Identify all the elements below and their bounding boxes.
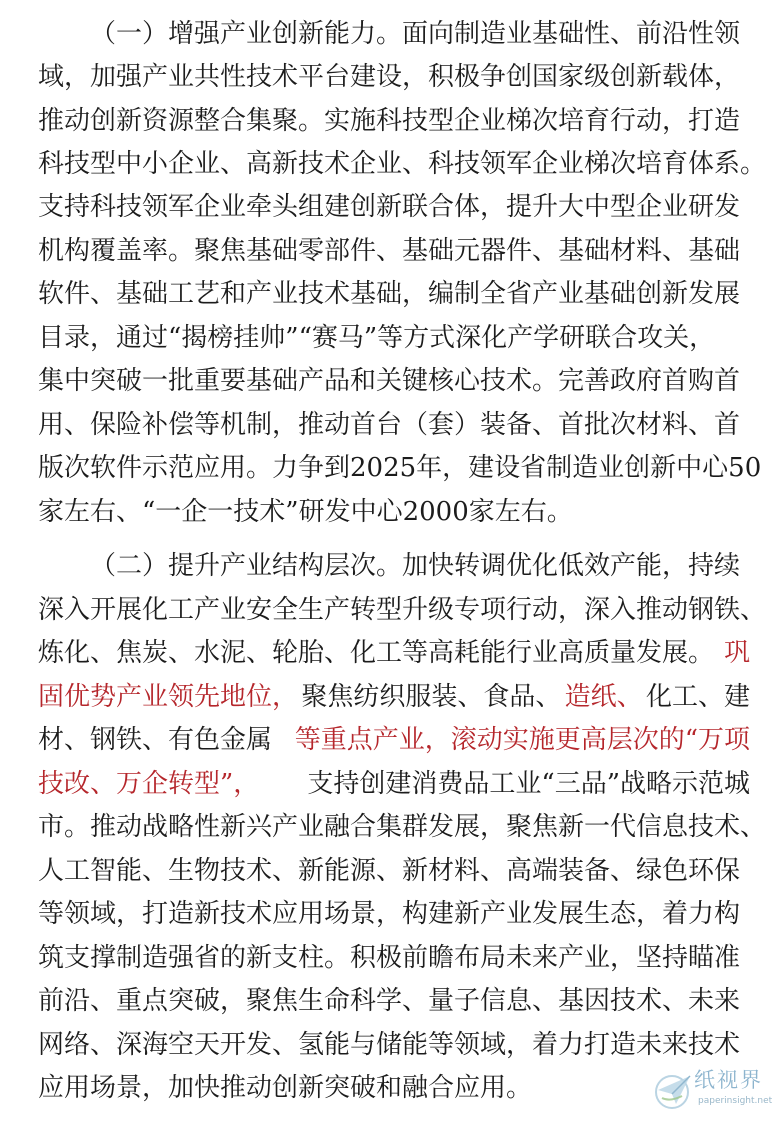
- text-line: 前沿、重点突破，聚焦生命科学、量子信息、基因技术、未来: [38, 986, 741, 1016]
- paragraph-1-line-2: [38, 57, 750, 97]
- text-segment: 支持创建消费品工业“三品”战略示范城: [307, 769, 750, 799]
- highlighted-text: 巩: [723, 638, 750, 668]
- paragraph-1-line-11: [38, 448, 762, 488]
- text-segment: 材、钢铁、有色金属: [38, 725, 273, 755]
- text-line: 版次软件示范应用。力争到2025年，建设省制造业创新中心50: [38, 453, 762, 483]
- text-line: 网络、深海空天开发、氢能与储能等领域，着力打造未来技术: [38, 1030, 741, 1060]
- paragraph-1-line-4: [38, 144, 767, 184]
- watermark: [652, 1062, 772, 1118]
- text-line: 用、保险补偿等机制，推动首台（套）装备、首批次材料、首: [38, 410, 741, 440]
- text-segment: 炼化、焦炭、水泥、轮胎、化工等高耗能行业高质量发展。: [38, 638, 715, 668]
- text-line: （二）提升产业结构层次。加快转调优化低效产能，持续: [90, 551, 741, 581]
- text-line: 机构覆盖率。聚焦基础零部件、基础元器件、基础材料、基础: [38, 236, 741, 266]
- paragraph-1-line-12: [38, 492, 750, 532]
- paragraph-2-line-6: [38, 764, 750, 804]
- watermark-name: 纸视界: [694, 1068, 763, 1092]
- text-line: 科技型中小企业、高新技术企业、科技领军企业梯次培育体系。: [38, 149, 767, 179]
- text-line: 域，加强产业共性技术平台建设，积极争创国家级创新载体，: [38, 62, 741, 92]
- paragraph-2-line-9: [38, 894, 750, 934]
- text-segment: 化工、建: [645, 682, 750, 712]
- text-line: 市。推动战略性新兴产业融合集群发展，聚焦新一代信息技术、: [38, 812, 767, 842]
- paragraph-1-line-10: [38, 405, 750, 445]
- paper-plane-logo-icon: [652, 1068, 696, 1112]
- paragraph-1-line-5: [38, 187, 750, 227]
- paragraph-2-line-2: [38, 590, 767, 630]
- paragraph-2-line-3: [38, 633, 750, 673]
- paragraph-2-line-5: [38, 720, 750, 760]
- paragraph-1-line-7: [38, 274, 750, 314]
- text-line: 家左右、“一企一技术”研发中心2000家左右。: [38, 497, 573, 527]
- highlighted-text: 技改、万企转型”，: [38, 769, 260, 799]
- text-line: 支持科技领军企业牵头组建创新联合体，提升大中型企业研发: [38, 192, 741, 222]
- watermark-url: paperinsight.net: [698, 1096, 773, 1106]
- paragraph-2-line-8: [38, 851, 750, 891]
- paragraph-2-line-4: [38, 677, 750, 717]
- text-segment: 聚焦纺织服装、食品、: [301, 682, 562, 712]
- paragraph-2-line-12: [38, 1025, 750, 1065]
- text-line: 推动创新资源整合集聚。实施科技型企业梯次培育行动，打造: [38, 106, 741, 136]
- text-line: 深入开展化工产业安全生产转型升级专项行动，深入推动钢铁、: [38, 595, 767, 625]
- paragraph-2-line-11: [38, 981, 750, 1021]
- paragraph-1-line-1: [90, 14, 750, 54]
- text-line: 筑支撑制造强省的新支柱。积极前瞻布局未来产业，坚持瞄准: [38, 943, 741, 973]
- text-line: 集中突破一批重要基础产品和关键核心技术。完善政府首购首: [38, 366, 741, 396]
- paragraph-2-line-13: [38, 1068, 750, 1108]
- highlighted-text: 固优势产业领先地位，: [38, 682, 299, 712]
- paragraph-2-line-1: [90, 546, 750, 586]
- text-line: 人工智能、生物技术、新能源、新材料、高端装备、绿色环保: [38, 856, 741, 886]
- text-line: 目录，通过“揭榜挂帅”“赛马”等方式深化产学研联合攻关，: [38, 323, 716, 353]
- paragraph-2-line-7: [38, 807, 767, 847]
- text-line: （一）增强产业创新能力。面向制造业基础性、前沿性领: [90, 19, 741, 49]
- highlighted-text: 等重点产业，滚动实施更高层次的“万项: [294, 725, 750, 755]
- paragraph-2-line-10: [38, 938, 750, 978]
- paragraph-1-line-8: [38, 318, 750, 358]
- highlighted-text: 造纸、: [564, 682, 643, 712]
- text-line: 软件、基础工艺和产业技术基础，编制全省产业基础创新发展: [38, 279, 741, 309]
- text-line: 等领域，打造新技术应用场景，构建新产业发展生态，着力构: [38, 899, 741, 929]
- paragraph-1-line-9: [38, 361, 750, 401]
- paragraph-1-line-6: [38, 231, 750, 271]
- text-line: 应用场景，加快推动创新突破和融合应用。: [38, 1073, 533, 1103]
- paragraph-1-line-3: [38, 101, 750, 141]
